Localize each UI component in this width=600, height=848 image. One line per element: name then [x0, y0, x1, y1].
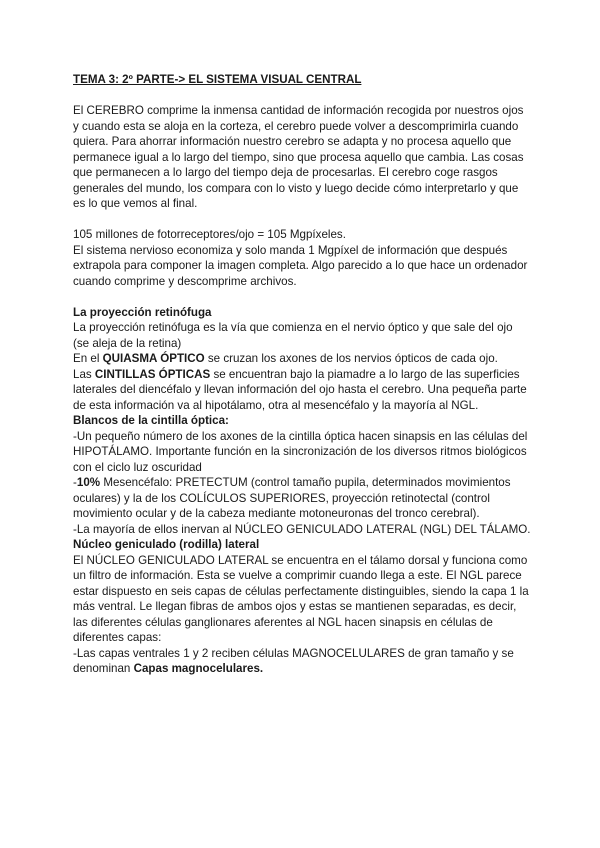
text-run: - — [73, 476, 77, 489]
section-heading-optic-tract-targets: Blancos de la cintilla óptica: — [73, 414, 229, 427]
document-title: TEMA 3: 2º PARTE-> EL SISTEMA VISUAL CENTRAL — [73, 73, 362, 86]
bold-term-percentage: 10% — [76, 476, 101, 489]
list-item-magnocellular — [73, 646, 531, 677]
list-item-lgn: -La mayoría de ellos inervan al NÚCLEO GENICULADO LATERAL (NGL) DEL TÁLAMO. — [73, 522, 531, 536]
text-run: Las — [73, 367, 95, 381]
text-run: -Las capas ventrales 1 y 2 reciben células MAGNOCELULARES de gran tamaño y se denominan — [73, 646, 514, 675]
text-run: En el — [73, 352, 103, 365]
section-heading-retinofugal: La proyección retinófuga — [73, 305, 212, 319]
bold-term-magnocellular-layers: Capas magnocelulares. — [133, 662, 264, 675]
optic-chiasm-paragraph — [73, 351, 531, 367]
list-item-mesencephalon — [73, 475, 531, 522]
text-run: se encuentran bajo la piamadre a lo largo de las superficies laterales del diencéfalo y llevan información del ojo hasta el cerebro. Una pequeña parte de esta información va al hipotálamo, otra al mesencéfalo y la mayoría al NGL. — [73, 367, 527, 412]
optic-tracts-paragraph — [73, 367, 531, 414]
photoreceptors-line: 105 millones de fotorreceptores/ojo = 105 Mgpíxeles. — [73, 228, 346, 241]
lgn-paragraph: El NÚCLEO GENICULADO LATERAL se encuentra en el tálamo dorsal y funciona como un filtro de información. Esta se vuelve a comprimir cuando llega a este. El NGL parece estar dispuesto en seis capas de células perfectamente distinguibles, siendo la capa 1 la más ventral. Le llegan fibras de ambos ojos y estas se mantienen separadas, es decir, las diferentes células ganglionares aferentes al NGL hacen sinapsis en células de diferentes capas: — [73, 553, 529, 644]
bold-term-optic-chiasm: QUIASMA ÓPTICO — [102, 352, 205, 365]
retinofugal-definition: La proyección retinófuga es la vía que comienza en el nervio óptico y que sale del ojo (se aleja de la retina) — [73, 321, 513, 350]
text-run: se cruzan los axones de los nervios ópticos de cada ojo. — [204, 352, 498, 365]
economy-paragraph: El sistema nervioso economiza y solo manda 1 Mgpíxel de información que después extrapola para componer la imagen completa. Algo parecido a lo que hace un ordenador cuando comprime y descomprime archivos. — [73, 243, 528, 288]
spacer — [73, 212, 531, 228]
spacer — [73, 289, 531, 305]
text-run: Mesencéfalo: PRETECTUM (control tamaño pupila, determinados movimientos oculares) y la de los COLÍCULOS SUPERIORES, proyección retinotectal (control movimiento ocular y de la cabeza mediante motoneuronas del tronco cerebral). — [73, 476, 511, 520]
section-heading-lgn: Núcleo geniculado (rodilla) lateral — [73, 538, 260, 551]
document-body — [73, 72, 531, 677]
intro-paragraph: El CEREBRO comprime la inmensa cantidad de información recogida por nuestros ojos y cuando esta se aloja en la corteza, el cerebro puede volver a descomprimirla cuando quiera. Para ahorrar información nuestro cerebro se adapta y no procesa aquello que permanece igual a lo largo del tiempo, sino que procesa aquello que cambia. Las cosas que permanecen a lo largo del tiempo deja de procesarlas. El cerebro coge rasgos generales del mundo, los compara con lo visto y luego decide cómo interpretarlo y que es lo que vemos al final. — [73, 104, 524, 210]
spacer — [73, 88, 531, 104]
list-item-hypothalamus: -Un pequeño número de los axones de la cintilla óptica hacen sinapsis en las células del HIPOTÁLAMO. Importante función en la sincronización de los diversos ritmos biológicos con el ciclo luz oscuridad — [73, 429, 528, 474]
bold-term-optic-tracts: CINTILLAS ÓPTICAS — [94, 367, 211, 381]
